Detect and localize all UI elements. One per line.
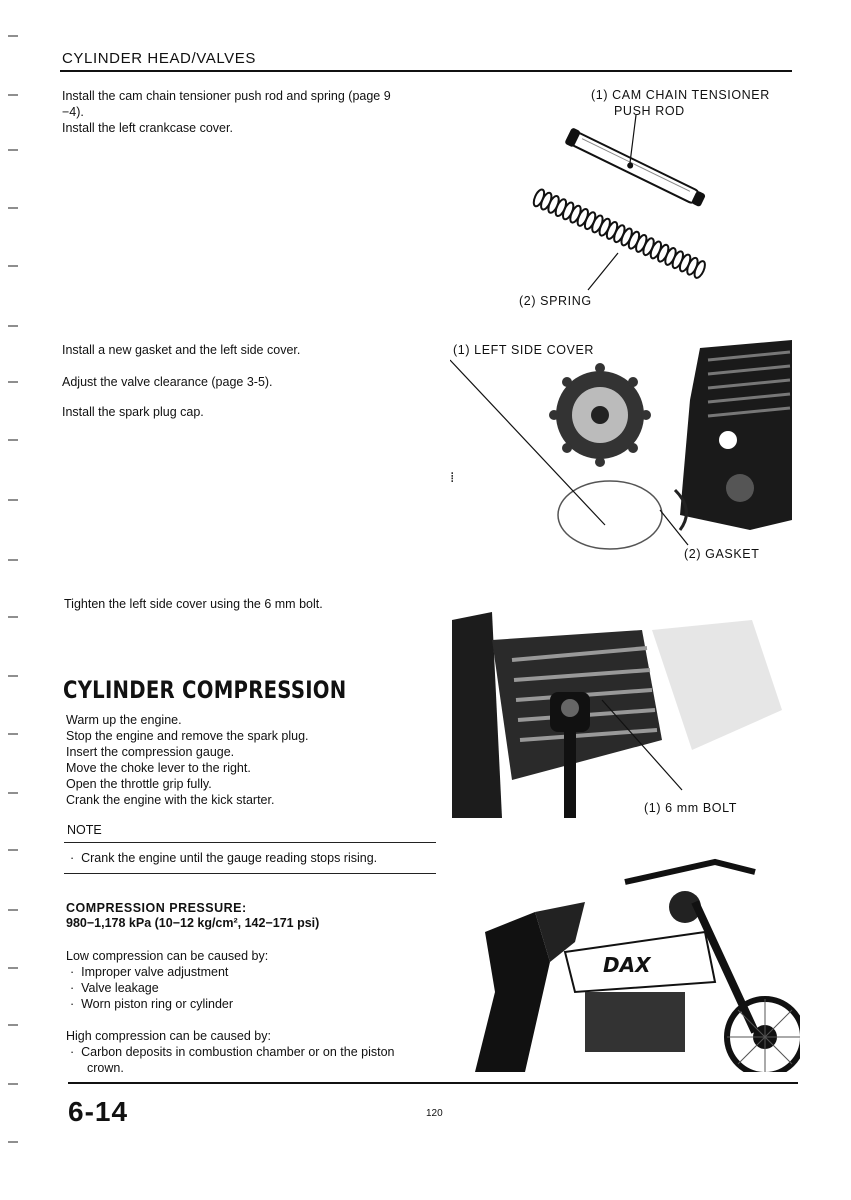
svg-text:⁞: ⁞ <box>450 470 455 486</box>
list-item-text: Worn piston ring or cylinder <box>81 997 234 1011</box>
note-rule-bottom <box>64 873 436 874</box>
text-line: Install a new gasket and the left side cover. <box>62 343 301 357</box>
section-heading-compression: CYLINDER COMPRESSION <box>63 676 347 704</box>
six-mm-bolt-photo <box>452 590 792 818</box>
step-item: Move the choke lever to the right. <box>66 761 251 775</box>
list-item-text: Carbon deposits in combustion chamber or on the piston <box>81 1045 395 1059</box>
pressure-value: 980−1,178 kPa (10−12 kg/cm², 142−171 psi) <box>66 916 320 930</box>
note-item-text: Crank the engine until the gauge reading stops rising. <box>81 851 378 865</box>
note-item: · Crank the engine until the gauge reading stops rising. <box>70 851 378 865</box>
pushrod-spring-illustration <box>500 115 740 315</box>
text-line: Tighten the left side cover using the 6 mm bolt. <box>64 597 323 611</box>
text-line: Adjust the valve clearance (page 3-5). <box>62 375 273 389</box>
step-item: Insert the compression gauge. <box>66 745 235 759</box>
page-number: 6-14 <box>68 1096 129 1127</box>
list-item: · Carbon deposits in combustion chamber or on the piston <box>70 1045 395 1059</box>
step-item: Crank the engine with the kick starter. <box>66 793 275 807</box>
compression-steps <box>66 712 309 808</box>
note-rule-top <box>64 842 436 843</box>
left-side-cover-photo <box>450 340 795 565</box>
note-box <box>64 822 436 874</box>
step-item: Open the throttle grip fully. <box>66 777 212 791</box>
list-item-continued: crown. <box>87 1061 124 1075</box>
block1-text <box>62 88 391 136</box>
high-causes-list <box>70 1044 394 1076</box>
sheet-number: 120 <box>426 1108 443 1119</box>
fig1-label-pushrod: (1) CAM CHAIN TENSIONER <box>591 88 770 102</box>
step-item: Stop the engine and remove the spark plug. <box>66 729 309 743</box>
list-item: · Worn piston ring or cylinder <box>70 997 234 1011</box>
dax-logo: DAX <box>603 953 651 977</box>
fig3-label-bolt: (1) 6 mm BOLT <box>644 801 737 815</box>
list-item-text: Valve leakage <box>81 981 159 995</box>
fig1-label-spring: (2) SPRING <box>519 294 592 308</box>
fig2-label-cover: (1) LEFT SIDE COVER <box>453 343 595 357</box>
text-line: Install the cam chain tensioner push rod and spring (page 9 <box>62 89 391 103</box>
binding-margin-marks <box>6 0 20 1200</box>
section-title: CYLINDER HEAD/VALVES <box>62 50 256 67</box>
header-rule <box>60 70 792 72</box>
fig1-label-pushrod-2: PUSH ROD <box>614 104 685 118</box>
text-line: Install the left crankcase cover. <box>62 121 233 135</box>
pressure-title: COMPRESSION PRESSURE: <box>66 901 247 915</box>
list-item: · Improper valve adjustment <box>70 965 229 979</box>
note-title: NOTE <box>67 823 102 837</box>
high-title: High compression can be caused by: <box>66 1029 271 1043</box>
low-title: Low compression can be caused by: <box>66 949 269 963</box>
list-item: · Valve leakage <box>70 981 159 995</box>
kick-starter-photo <box>455 842 800 1072</box>
list-item-text: Improper valve adjustment <box>81 965 229 979</box>
text-line: −4). <box>62 105 84 119</box>
low-causes-list <box>70 964 233 1012</box>
step-item: Warm up the engine. <box>66 713 182 727</box>
footer-rule <box>68 1082 798 1084</box>
fig2-label-gasket: (2) GASKET <box>684 547 760 561</box>
text-line: Install the spark plug cap. <box>62 405 204 419</box>
